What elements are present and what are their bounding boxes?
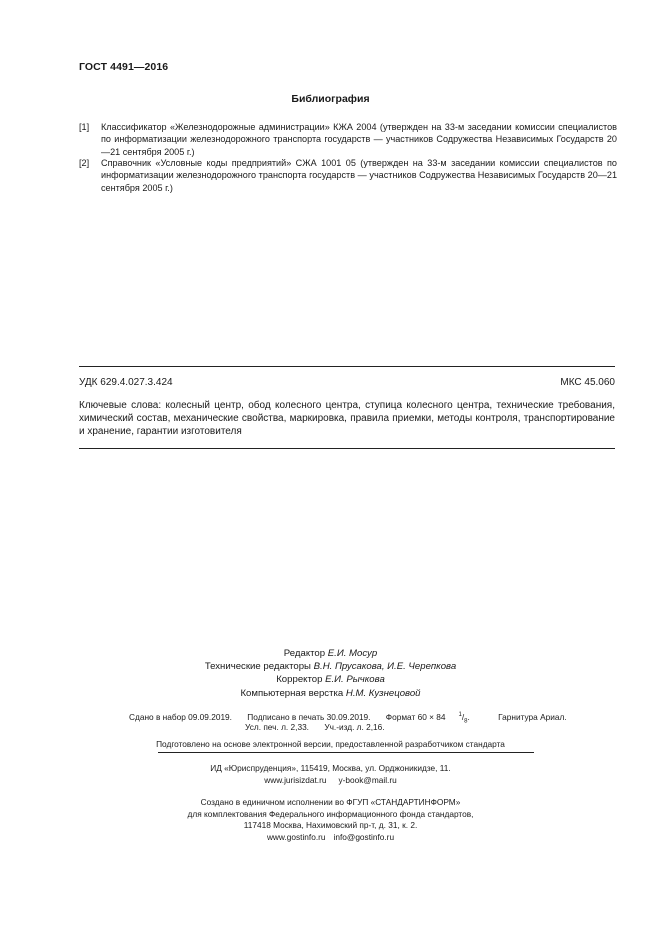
publisher-address: ИД «Юриспруденция», 115419, Москва, ул. Орджоникидзе, 11. [210,763,451,773]
divider-footer [158,752,534,753]
keywords: Ключевые слова: колесный центр, обод колесного центра, ступица колесного центра, технические требования, химический состав, механические свойства, маркировка, правила приемки, методы контроля, транспортирование и хранение, гарантии изготовителя [79,400,615,437]
producer-line: Создано в единичном исполнении во ФГУП «СТАНДАРТИНФОРМ» [200,797,461,807]
document-code: ГОСТ 4491—2016 [79,61,169,73]
bibliography-entry [79,157,617,194]
preparation-note: Подготовлено на основе электронной версии, предоставленной разработчиком стандарта [156,739,505,749]
divider-top [79,366,615,367]
udk-code: УДК 629.4.027.3.424 [79,377,173,388]
publisher-block [0,763,661,786]
producer-site-link[interactable]: www.gostinfo.ru [266,831,326,842]
publisher-email-link[interactable]: y-book@mail.ru [338,774,397,785]
bibliography-title: Библиография [291,93,370,105]
print-row [245,721,398,733]
signed-date: Подписано в печать 30.09.2019. [247,711,371,722]
font-family-note: Гарнитура Ариал. [498,711,567,722]
paper-format: Формат 60 × 84 $^1/_8$. [385,711,470,725]
bibliography-entry [79,121,617,158]
publisher-site-link[interactable]: www.jurisizdat.ru [264,774,327,785]
producer-email-link[interactable]: info@gostinfo.ru [333,831,395,842]
submitted-date: Сдано в набор 09.09.2019. [129,711,232,722]
credit-layout: Компьютерная верстка Н.М. Кузнецовой [240,687,421,699]
print-sheets: Усл. печ. л. 2,33. [245,722,309,732]
mks-code: МКС 45.060 [560,377,615,388]
credit-corrector: Корректор Е.И. Рычкова [276,674,385,686]
entry-number: [2] [79,158,90,168]
entry-number: [1] [79,122,90,132]
producer-line: 117418 Москва, Нахимовский пр-т, д. 31, к. 2. [243,820,418,830]
producer-contacts [0,832,661,844]
publisher-contacts [0,775,661,787]
credits-block [0,647,661,700]
divider-bottom [79,448,615,449]
entry-text: Справочник «Условные коды предприятий» СЖА 1001 05 (утвержден на 33-м заседании комиссии специалистов по информатизации железнодорожного транспорта государств — участников Содружества Независимых Государств 20—21 сентября 2005 г.) [101,158,617,193]
publisher-sheets: Уч.-изд. л. 2,16. [324,722,385,732]
producer-line: для комплектования Федерального информационного фонда стандартов, [187,808,474,819]
credit-tech-editors: Технические редакторы В.Н. Прусакова, И.Е. Черепкова [204,661,457,673]
producer-block [0,797,661,843]
entry-text: Классификатор «Железнодорожные администрации» КЖА 2004 (утвержден на 33-м заседании комиссии специалистов по информатизации железнодорожного транспорта государств — участников Содружества Независимых Государств 20—21 сентября 2005 г.) [101,122,617,157]
credit-editor: Редактор Е.И. Мосур [283,648,378,659]
